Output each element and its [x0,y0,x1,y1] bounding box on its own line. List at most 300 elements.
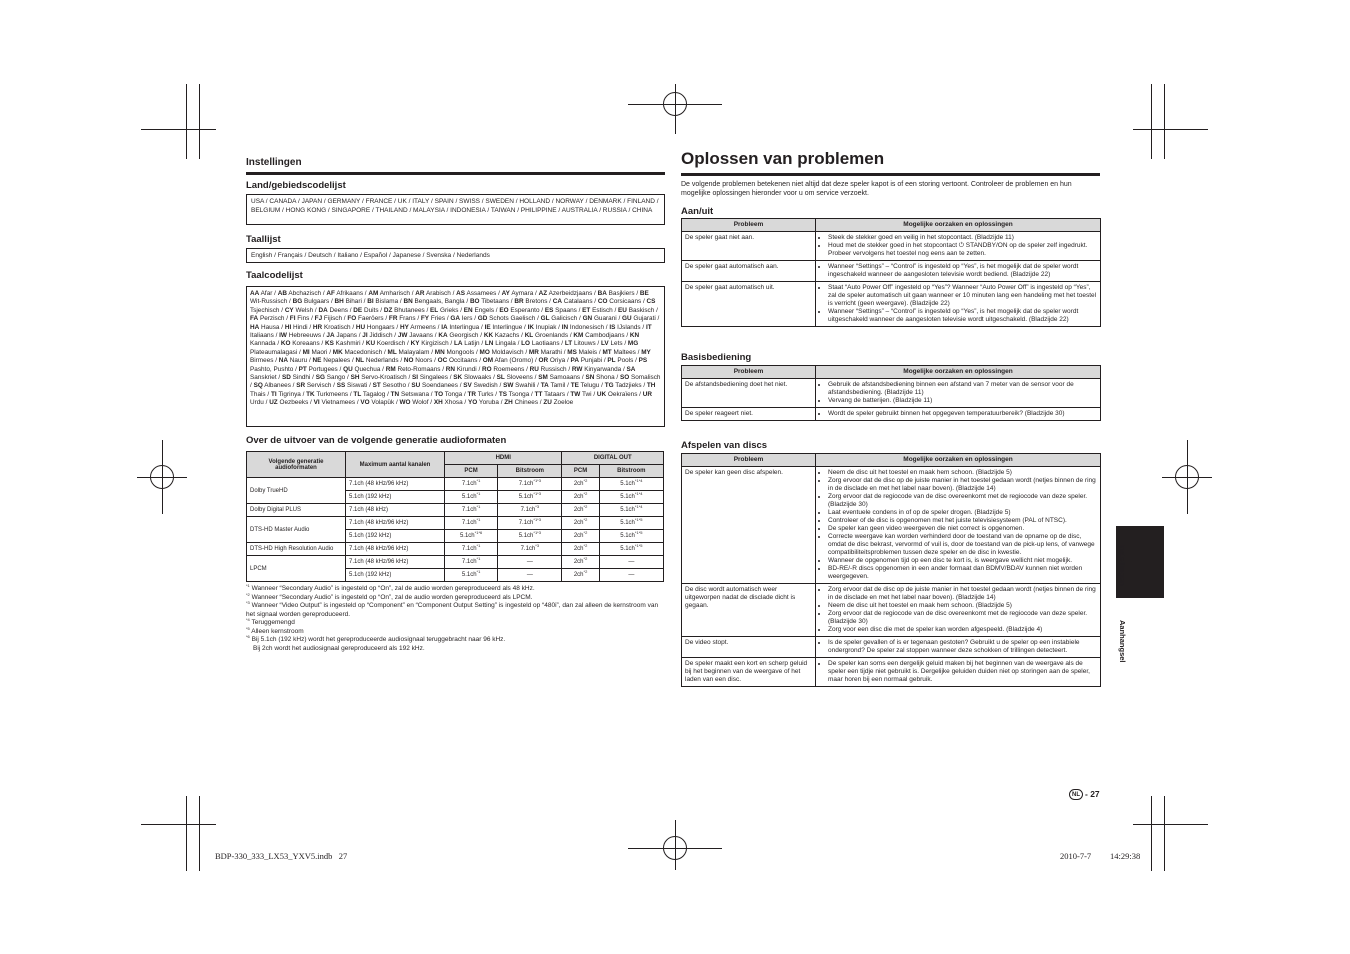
language-name: Laotiaans [531,340,560,348]
cause-item: • Zorg voor een disc die met de speler kan worden afgespeeld. (Bladzijde 4) [828,626,1097,634]
audio-value-cell [445,491,498,504]
language-name: Javaans [409,332,434,340]
footer-file: BDP-330_333_LX53_YXV5.indb 27 [215,851,348,861]
language-name: Inupiak [535,323,557,331]
problem-cell: De disc wordt automatisch weer uitgeworpen nadat de disclade dicht is gegaan. [682,584,816,637]
audio-footnote-ref: *1*3 [533,491,541,496]
cause-item: • Zorg ervoor dat de regiocode van de disc overeenkomt met de regiocode van deze speler. (Bladzijde 30) [828,610,1097,626]
language-code: HY [399,323,409,331]
language-name: Pashto, Pushto [250,365,294,373]
language-code: FO [347,315,357,323]
language-code: IE [484,323,491,331]
language-name: Turks [477,390,494,398]
audio-value-cell [498,543,562,556]
language-code: FI [289,315,296,323]
language-name: Noors [415,357,433,365]
troubleshoot-row [682,282,1101,327]
language-name: Italiaans [250,332,274,340]
language-code: NE [312,357,322,365]
language-name: Baskisch [628,306,655,314]
audio-footnote-ref: *2 [583,543,588,548]
language-code: AM [368,290,379,297]
language-code: SI [412,374,419,382]
language-code: BR [514,298,524,306]
audio-channels-cell: 7.1ch (48 kHz/96 kHz) [346,543,445,556]
col-hdmi-header: HDMI [445,452,562,465]
audio-footnote-ref: *2 [583,478,588,483]
page-number-value: 27 [1090,789,1100,799]
language-name: Bretons [525,298,548,306]
footnote-marker: *2 [246,591,250,597]
col-digital-pcm-header: PCM [562,465,599,478]
language-name: Hindi [293,323,308,331]
language-code: SQ [253,382,263,390]
language-code: NO [403,357,414,365]
cause-item: • Neem de disc uit het toestel en maak hem schoon. (Bladzijde 5) [828,602,1097,610]
language-name: Swahili [515,382,536,390]
language-name: Marathi [540,348,562,356]
language-name: Siswati [347,382,368,390]
language-name: Fijisch [323,315,343,323]
language-name: Cambodjaans [585,332,625,340]
language-name: Afan (Oromo) [494,357,534,365]
audio-footnote-ref: *2 [583,491,588,496]
audio-channels-cell: 7.1ch (48 kHz) [346,504,445,517]
audio-value: 5.1ch [620,533,635,539]
language-code: SG [315,374,325,382]
language-code: MN [434,348,445,356]
audio-value: — [628,572,635,578]
audio-value: 2ch [573,533,584,539]
language-code: EL [430,306,439,314]
language-name: Arabisch [425,290,451,297]
audio-value-cell [445,504,498,517]
country-list-box [246,194,665,225]
language-code: EU [618,306,627,314]
language-name: Mongools [446,348,475,356]
language-name: Macedonisch [344,348,383,356]
cause-item: • Vervang de batterijen. (Bladzijde 11) [828,397,1097,405]
audio-footnote-ref: *1*5 [634,530,643,535]
language-name: Sanskriet [250,374,277,382]
country-heading: Land/gebiedscodelijst [246,180,346,191]
language-code: LO [521,340,531,348]
audio-value-cell [498,530,562,543]
language-name: Aymara [511,290,534,297]
audio-footnote-ref: *1*6 [474,530,483,535]
language-name: IJslands [617,323,641,331]
language-code: DZ [383,306,393,314]
language-name: Tagalog [362,390,386,398]
language-name: Catalaans [563,298,593,306]
troubleshoot-section-heading: Afspelen van discs [681,440,768,451]
language-code: PT [298,365,307,373]
audio-value: 7.1ch [518,481,534,487]
language-name: Vietnamees [321,399,356,407]
language-name: Kazachs [494,332,520,340]
language-name: Lets [610,340,623,348]
language-codes-heading: Taalcodelijst [246,270,303,281]
language-code: SR [296,382,306,390]
language-name: Samoaans [549,374,581,382]
causes-cell [816,658,1101,687]
language-code: HA [250,323,260,331]
audio-footnote-ref: *1 [476,569,481,574]
language-code: HI [284,323,292,331]
language-name: Jiddisch [369,332,393,340]
audio-table-row [247,543,664,556]
language-code: KN [629,332,640,340]
language-code: RO [482,365,492,373]
language-code: BN [403,298,413,306]
col-causes-header: Mogelijke oorzaken en oplossingen [816,366,1101,379]
language-name: Tamil [550,382,566,390]
audio-footnote-ref: *2 [583,556,588,561]
language-name: Interlingua [449,323,480,331]
language-name: Lingala [495,340,516,348]
audio-value: 7.1ch [461,507,477,513]
language-code: PL [607,357,616,365]
audio-value-cell [562,491,599,504]
language-name: Chinees [514,399,539,407]
language-code: RU [529,365,539,373]
audio-footnote [246,645,666,654]
cause-item: • Wordt de speler gebruikt binnen het opgegeven temperatuurbereik? (Bladzijde 30) [828,410,1097,418]
language-code: AY [501,290,510,297]
language-code: SS [336,382,346,390]
audio-value: 5.1ch [620,494,635,500]
language-code: TH [646,382,656,390]
problem-cell: De speler reageert niet. [682,408,816,421]
language-code: CO [597,298,608,306]
intro-text: De volgende problemen betekenen niet altijd dat deze speler kapot is of een storing vertoont. Controleer de problemen en hun mogelijke oplossingen hieronder voor u om service verzoekt. [681,181,1072,197]
audio-channels-cell: 7.1ch (48 kHz/96 kHz) [346,478,445,491]
language-code: JI [362,332,368,340]
language-code: NA [278,357,289,365]
cause-item: • Laat eventuele condens in of op de speler drogen. (Bladzijde 5) [828,509,1097,517]
language-code: MY [641,348,651,356]
language-name: Galicisch [551,315,578,323]
language-code: KY [410,340,420,348]
audio-value: — [526,559,533,565]
problem-cell: De video stopt. [682,637,816,658]
language-code: CY [284,306,294,314]
language-code: FA [250,315,259,323]
language-name: Albanees [264,382,291,390]
language-name: Amharisch [379,290,410,297]
audio-footnote-ref: *1*3 [533,530,541,535]
audio-value: 7.1ch [461,481,477,487]
problem-cell: De speler maakt een kort en scherp geluid bij het beginnen van de weergave of het laden van een disc. [682,658,816,687]
section-title: Instellingen [246,157,302,168]
language-code: SL [496,374,505,382]
audio-value: 2ch [573,507,584,513]
audio-footnote-ref: *1*5 [634,517,643,522]
cause-item: • Gebruik de afstandsbediening binnen een afstand van 7 meter van de sensor voor de afstandsbediening. (Bladzijde 11) [828,381,1097,397]
audio-value-cell [599,504,663,517]
audio-channels-cell: 7.1ch (48 kHz/96 kHz) [346,517,445,530]
language-code: HU [355,323,366,331]
language-code: BH [334,298,344,306]
language-name: Sloveens [506,374,533,382]
language-name: Hebreeuws [288,332,322,340]
audio-value: 5.1ch [620,507,635,513]
language-code: IW [279,332,287,340]
language-name: Servisch [306,382,332,390]
audio-footnote-ref: *2 [583,517,588,522]
audio-value: 7.1ch [520,507,536,513]
audio-value: — [628,559,635,565]
audio-heading: Over de uitvoer van de volgende generatie audioformaten [246,435,507,446]
language-name: Esperanto [510,306,540,314]
language-code: TA [540,382,549,390]
audio-footnote-ref: *1*4 [634,504,643,509]
footer-time: 14:29:38 [1110,851,1141,861]
language-code: RN [445,365,456,373]
language-code: YO [467,399,478,407]
language-code: SH [350,374,360,382]
audio-value: 7.1ch [520,546,536,552]
audio-value-cell [498,556,562,569]
language-code: BG [292,298,303,306]
audio-value: 7.1ch [461,546,477,552]
audio-channels-cell: 5.1ch (192 kHz) [346,530,445,543]
language-name: Corsicaans [609,298,642,306]
language-name: Tsjechisch [250,306,280,314]
language-code: TI [270,390,277,398]
footnote-marker: *5 [246,625,250,631]
audio-value: 7.1ch [461,520,477,526]
col-causes-header: Mogelijke oorzaken en oplossingen [816,454,1101,467]
audio-value: 5.1ch [620,481,635,487]
language-code: MG [627,340,639,348]
audio-value-cell [562,478,599,491]
language-name: Tsonga [508,390,530,398]
language-code: NL [355,357,365,365]
footnote-text: Wanneer “Video Output” is ingesteld op “Component” en “Component Output Setting” is ingesteld op “480i”, dan zal alleen de kernstroom van het signaal worden gereproduceerd. [246,602,659,618]
audio-footnote-ref: *1 [476,478,481,483]
language-name: Sesotho [382,382,407,390]
audio-footnote-ref: *1 [476,504,481,509]
footnote-text: Wanneer “Secondary Audio” is ingesteld op “On”, zal de audio worden gereproduceerd als 48 kHz. [251,585,535,592]
footnote-marker: *4 [246,616,250,622]
problem-cell: De speler kan geen disc afspelen. [682,467,816,584]
language-code: LV [600,340,609,348]
language-name: Thais [250,390,266,398]
troubleshoot-row [682,584,1101,637]
audio-footnote-ref: *1 [476,543,481,548]
language-name: Welsh [295,306,314,314]
page-number: - 27 [1085,789,1100,799]
language-name: Tigrinya [278,390,301,398]
audio-value-cell [599,530,663,543]
audio-value: — [526,572,533,578]
country-list-text: USA / CANADA / JAPAN / GERMANY / FRANCE / UK / ITALY / SPAIN / SWISS / SWEDEN / HOLLAND / NORWAY / DENMARK / FINLAND / BELGIUM / HONG KONG / SINGAPORE / THAILAND / MALAYSIA / INDONESIA / TAIWAN / PHILIPPINE / AUSTRALIA / RUSSIA / CHINA [251,198,659,214]
col-hdmi-bitstream-header: Bitstroom [498,465,562,478]
language-code: TN [390,390,400,398]
troubleshoot-row [682,379,1101,408]
footnote-text: Bij 2ch wordt het audiosignaal gereproduceerd als 192 kHz. [253,644,425,652]
audio-value-cell [562,556,599,569]
problem-cell: De speler gaat automatisch uit. [682,282,816,327]
language-code: ET [582,306,591,314]
audio-value-cell [445,517,498,530]
cause-item: • De speler kan soms een dergelijk geluid maken bij het beginnen van de weergave als de speler een tijdje niet gebruikt is. Dergelijke geluiden duiden niet op storingen aan de speler, maar horen bij een normaal gebruik. [828,660,1097,684]
language-code: AA [250,290,260,297]
audio-footnote [246,599,666,619]
audio-format-cell: Dolby TrueHD [247,478,346,504]
language-code: PS [638,357,648,365]
causes-cell [816,232,1101,261]
language-code: ML [387,348,397,356]
language-code: TW [570,390,581,398]
col-format-header: Volgende generatie audioformaten [247,452,346,478]
cause-item: • Wanneer “Settings” – “Control” is ingesteld op “Yes”, is het mogelijk dat de speler wordt uitgeschakeld wanneer de aangesloten televisie wordt uitgeschakeld. (Bladzijde 22) [828,308,1097,324]
problem-cell: De afstandsbediening doet het niet. [682,379,816,408]
language-code: HR [312,323,323,331]
audio-value-cell [599,478,663,491]
audio-footnote [246,633,666,645]
language-code: KA [438,332,448,340]
sidebar-tab-gap [1116,598,1164,620]
language-name: Kirundi [456,365,477,373]
audio-value: 5.1ch [461,572,477,578]
language-name: Bhutanees [394,306,425,314]
cause-item: • Houd met de stekker goed in het stopcontact ⏻ STANDBY/ON op de speler zelf ingedrukt. Probeer vervolgens het toestel nog eens aan te zetten. [828,242,1097,258]
audio-footnote-ref: *2 [583,569,588,574]
language-name: Punjabi [580,357,603,365]
title-rule [681,173,1100,176]
audio-channels-cell: 7.1ch (48 kHz/96 kHz) [346,556,445,569]
language-name: Zoeloe [553,399,574,407]
language-name: Bislama [375,298,399,306]
troubleshoot-table [681,365,1101,421]
language-code: KL [524,332,534,340]
language-code: UR [642,390,652,398]
language-code: SU [411,382,421,390]
language-name: Kirgizisch [421,340,449,348]
audio-footnote-ref: *3 [535,504,540,509]
audio-footnote-ref: *1*3 [533,517,541,522]
language-name: Volapük [371,399,395,407]
language-name: Turkmeens [316,390,349,398]
language-name: Koerdisch [376,340,406,348]
audio-footnote-ref: *1*5 [634,543,643,548]
language-name: Somalisch [630,374,661,382]
language-code: UK [596,390,607,398]
audio-value: 5.1ch [620,546,635,552]
causes-cell [816,408,1101,421]
language-code: OC [437,357,448,365]
language-code: FY [420,315,430,323]
footnote-text: Alleen kernstroom [251,627,304,635]
language-code: GL [540,315,550,323]
language-name: Maleis [578,348,598,356]
language-code: UZ [269,399,278,407]
audio-value: 5.1ch [459,533,475,539]
language-code: ZH [504,399,513,407]
audio-value-cell [599,517,663,530]
language-code: GN [582,315,593,323]
language-code: BE [639,290,649,297]
causes-cell [816,637,1101,658]
cause-item: • Steek de stekker goed en veilig in het stopcontact. (Bladzijde 11) [828,234,1097,242]
language-name: Russisch [540,365,567,373]
footnote-marker: *6 [246,633,250,639]
language-name: Maltees [613,348,636,356]
language-name: Azerbeidzjaans [548,290,593,297]
footnote-text: Bij 5.1ch (192 kHz) wordt het gereproduceerde audiosignaal teruggebracht naar 96 kHz. [251,636,506,643]
language-code: MS [567,348,577,356]
audio-footnote [246,591,666,603]
audio-footnote-ref: *1 [476,556,481,561]
cause-item: • Controleer of de disc is opgenomen met het juiste televisiesysteem (PAL of NTSC). [828,517,1097,525]
audio-value-cell [599,556,663,569]
language-name: Tonga [444,390,463,398]
audio-value: 5.1ch [620,520,635,526]
language-code: FR [388,315,398,323]
audio-value-cell [599,569,663,582]
language-name: Perzisch [259,315,285,323]
language-code: TE [570,382,579,390]
language-code: AS [456,290,466,297]
audio-footnote-ref: *1*4 [634,491,643,496]
language-name: Swedish [473,382,498,390]
audio-channels-cell: 5.1ch (192 kHz) [346,569,445,582]
language-name: Tataars [544,390,566,398]
language-code: ZU [543,399,552,407]
troubleshoot-table [681,453,1101,687]
language-name: Litouws [573,340,596,348]
troubleshoot-section-heading: Aan/uit [681,206,714,217]
audio-value-cell [562,517,599,530]
language-name: Grieks [440,306,459,314]
language-name: Bulgaars [303,298,330,306]
language-code: IS [609,323,616,331]
language-name: Frans [399,315,416,323]
language-name: Nauru [289,357,308,365]
language-code: AR [415,290,425,297]
troubleshoot-section-heading: Basisbediening [681,352,752,363]
audio-value: 2ch [573,520,584,526]
audio-value: 5.1ch [518,494,534,500]
footnote-marker: *1 [246,582,250,588]
footnote-marker: *3 [246,599,250,605]
col-problem-header: Probleem [682,454,816,467]
language-code: EN [463,306,473,314]
language-name: Oriya [549,357,566,365]
language-code: AF [326,290,335,297]
audio-value-cell [498,504,562,517]
language-code: IN [561,323,569,331]
language-code: AZ [538,290,548,297]
language-name: Telugu [580,382,600,390]
language-name: Portugees [308,365,338,373]
causes-cell [816,379,1101,408]
language-code: SM [538,374,548,382]
language-code: TL [353,390,362,398]
language-name: Xhosa [444,399,463,407]
language-code: JW [397,332,408,340]
language-code: XH [433,399,443,407]
language-name: Georgisch [449,332,479,340]
language-code: KU [365,340,376,348]
language-name: Yoruba [478,399,499,407]
audio-value-cell [562,569,599,582]
audio-table-row [247,478,664,491]
language-code: SW [503,382,514,390]
cause-item: • Correcte weergave kan worden verhinderd door de toestand van de opname op de disc, omdat de disc bekrast, vervormd of vuil is, door de toestand van de pick-up lens, of vanwege compatibiliteitsproblemen tussen deze speler en de disc in kwestie. [828,533,1097,557]
